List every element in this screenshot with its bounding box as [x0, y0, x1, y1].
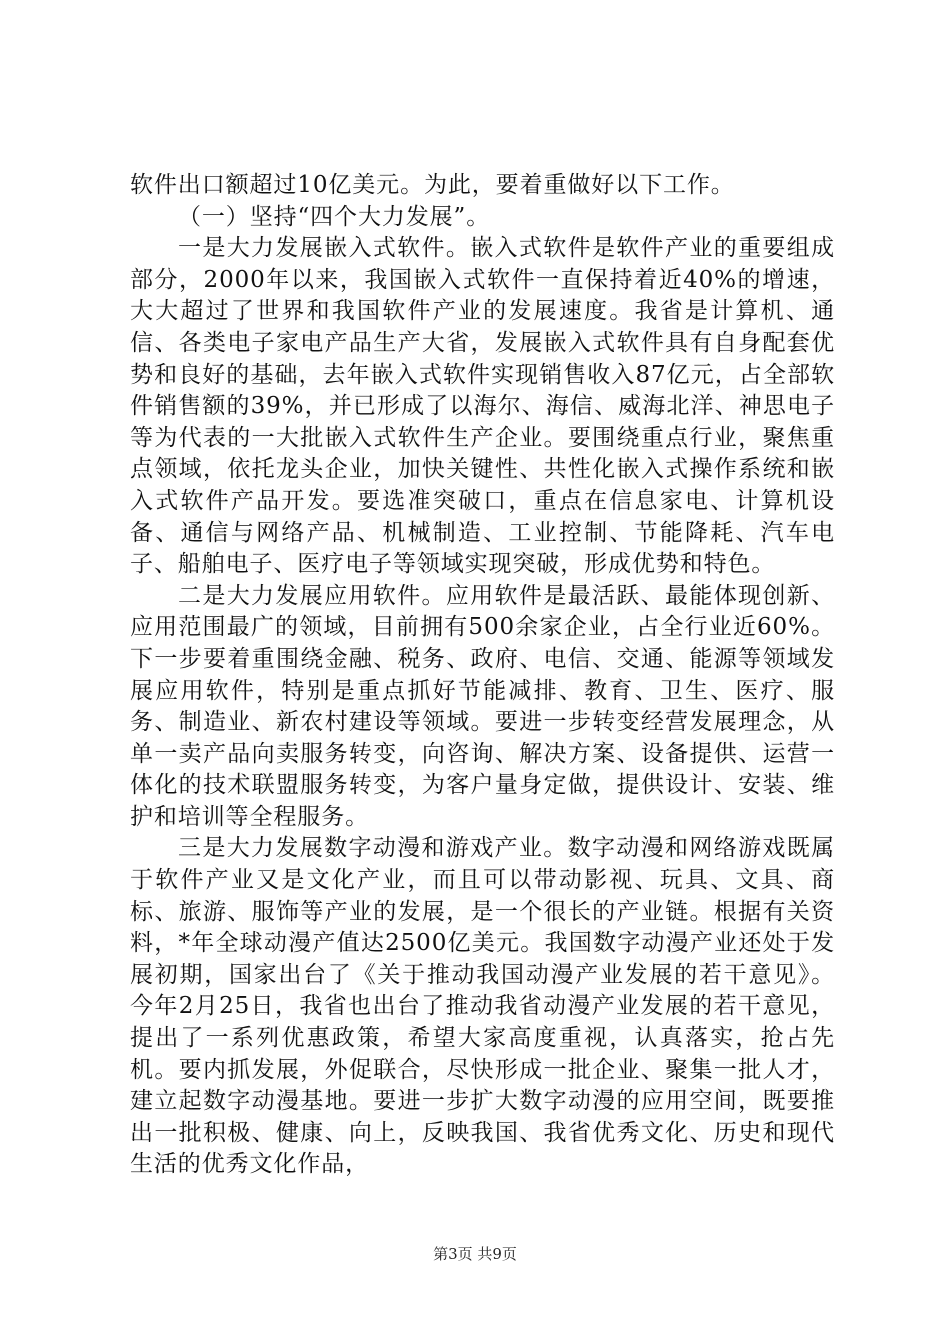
paragraph-digital-animation: 三是大力发展数字动漫和游戏产业。数字动漫和网络游戏既属于软件产业又是文化产业，而且可以带动影视、玩具、文具、商标、旅游、服饰等产业的发展，是一个很长的产业链。根据有关资料，*年全球动漫产值达2500亿美元。我国数字动漫产业还处于发展初期，国家出台了《关于推动我国动漫产业发展的若干意见》。今年2月25日，我省也出台了推动我省动漫产业发展的若干意见，提出了一系列优惠政策，希望大家高度重视，认真落实，抢占先机。要内抓发展，外促联合，尽快形成一批企业、聚集一批人才，建立起数字动漫基地。要进一步扩大数字动漫的应用空间，既要推出一批积极、健康、向上，反映我国、我省优秀文化、历史和现代生活的优秀文化作品，: [130, 835, 835, 1178]
document-body: [130, 170, 835, 1181]
section-heading: （一）坚持“四个大力发展”。: [178, 203, 491, 230]
paragraph-application-software: 二是大力发展应用软件。应用软件是最活跃、最能体现创新、应用范围最广的领域，目前拥有500余家企业，占全行业近60%。下一步要着重围绕金融、税务、政府、电信、交通、能源等领域发展应用软件，特别是重点抓好节能减排、教育、卫生、医疗、服务、制造业、新农村建设等领域。要进一步转变经营发展理念，从单一卖产品向卖服务转变，向咨询、解决方案、设备提供、运营一体化的技术联盟服务转变，为客户量身定做，提供设计、安装、维护和培训等全程服务。: [130, 582, 835, 830]
paragraph-embedded-software: 一是大力发展嵌入式软件。嵌入式软件是软件产业的重要组成部分，2000年以来，我国嵌入式软件一直保持着近40%的增速，大大超过了世界和我国软件产业的发展速度。我省是计算机、通信、各类电子家电产品生产大省，发展嵌入式软件具有自身配套优势和良好的基础，去年嵌入式软件实现销售收入87亿元，占全部软件销售额的39%，并已形成了以海尔、海信、威海北洋、神思电子等为代表的一大批嵌入式软件生产企业。要围绕重点行业，聚焦重点领域，依托龙头企业，加快关键性、共性化嵌入式操作系统和嵌入式软件产品开发。要选准突破口，重点在信息家电、计算机设备、通信与网络产品、机械制造、工业控制、节能降耗、汽车电子、船舶电子、医疗电子等领域实现突破，形成优势和特色。: [130, 235, 835, 578]
paragraph-continuation: 软件出口额超过10亿美元。为此，要着重做好以下工作。: [130, 172, 735, 198]
page-number-footer: 第3页 共9页: [433, 1245, 517, 1263]
